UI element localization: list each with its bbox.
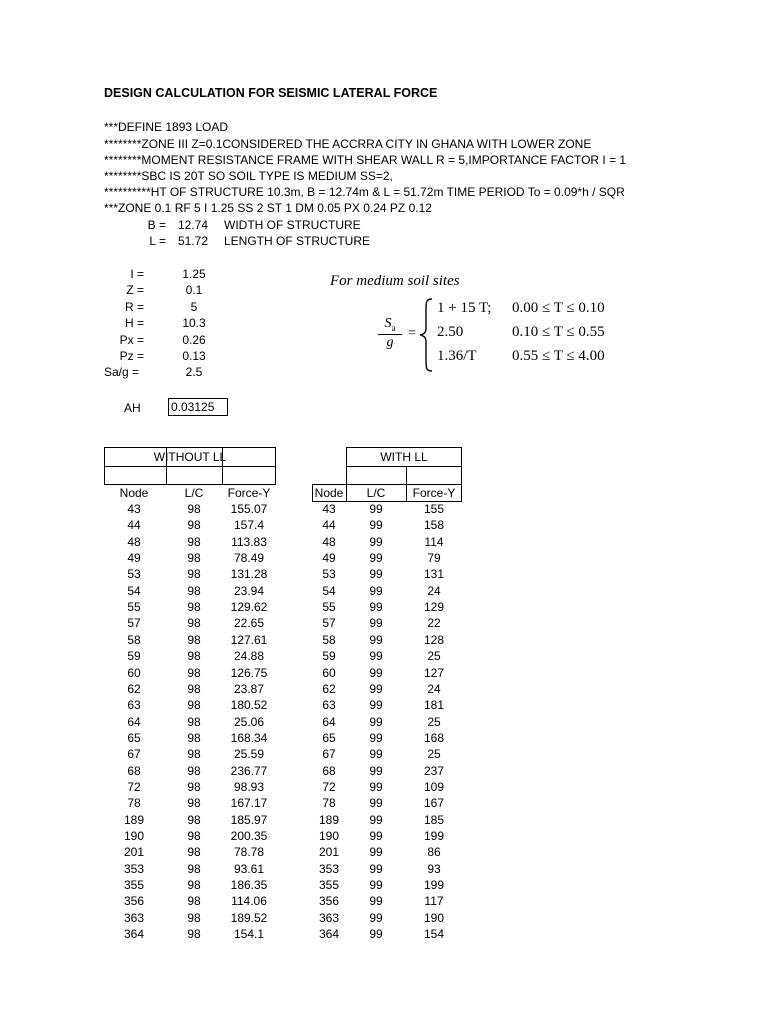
table-cell: 98 [187,796,201,811]
table-cell: 98 [187,861,201,876]
table-cell: 57 [322,616,336,631]
table-cell: 98 [187,616,201,631]
table-cell: 99 [369,927,383,942]
table-cell: 200.35 [230,829,268,843]
table-cell: 62 [127,681,141,696]
table-cell: 98 [187,567,201,582]
table-cell: 98 [187,583,201,598]
brace-icon [418,298,436,372]
param-value: 0.1 [185,283,203,298]
table-cell: 49 [322,551,336,566]
page-title: DESIGN CALCULATION FOR SEISMIC LATERAL FORCE [104,86,438,100]
table-cell: 158 [423,518,445,533]
table-cell: 98 [187,649,201,664]
table-cell: 54 [322,583,336,598]
table-cell: 93.61 [233,861,265,876]
formula-lhs-sub: a [391,322,396,333]
table-cell: 99 [369,861,383,876]
table-cell: 109 [423,779,445,794]
table-cell: 44 [127,518,141,533]
formula-case-condition: 0.10 ≤ T ≤ 0.55 [512,324,605,340]
table-cell: 60 [127,665,141,680]
table-cell: 189 [123,812,145,827]
table-cell: 155 [423,502,445,516]
param-value: 0.13 [182,349,206,363]
column-header: Force-Y [227,486,271,500]
param-value: 5 [190,299,198,314]
table-cell: 99 [369,894,383,909]
table-cell: 99 [369,779,383,794]
table-cell: 99 [369,502,383,516]
table-cell: 98 [187,927,201,942]
table-cell: 99 [369,796,383,811]
table-cell: 154.1 [233,927,265,942]
param-label: I = [130,267,144,281]
table-cell: 99 [369,518,383,533]
table-cell: 117 [424,894,444,909]
param-value: 0.26 [182,332,206,347]
table-cell: 68 [127,763,141,778]
table-cell: 127.61 [230,632,268,647]
note-line: ********MOMENT RESISTANCE FRAME WITH SHEAR WALL R = 5,IMPORTANCE FACTOR I = 1 [104,153,627,167]
table-cell: 98 [187,845,201,860]
table-cell: 190 [423,910,445,925]
table-cell: 24.88 [233,649,265,664]
param-label: R = [124,299,144,314]
param-value: 2.5 [185,365,203,380]
table-cell: 93 [427,861,441,876]
table-cell: 199 [423,829,445,843]
table-cell: 25 [427,649,441,664]
table-cell: 99 [369,845,383,860]
table-cell: 98 [187,551,201,566]
table-cell: 126.75 [230,665,268,680]
table-cell: 131.28 [230,567,268,582]
param-label: Sa/g = [104,365,140,380]
table-cell: 189 [318,812,340,827]
table-cell: 72 [322,779,336,794]
table-cell: 364 [123,927,145,942]
table-cell: 99 [369,665,383,680]
table-cell: 86 [427,845,441,860]
table-cell: 201 [318,845,340,860]
param-value: 10.3 [182,316,206,331]
table-cell: 99 [369,763,383,778]
ah-label: AH [124,401,141,415]
without-ll-title: WITHOUT LL [153,450,227,464]
table-cell: 98 [187,730,201,745]
table-cell: 180.52 [230,698,268,713]
formula-lhs-den: g [386,334,394,350]
table-cell: 25.59 [233,747,265,762]
table-cell: 98 [187,714,201,729]
table-cell: 67 [127,747,141,762]
table-cell: 353 [318,861,340,876]
table-cell: 25 [427,714,441,729]
table-cell: 55 [127,600,141,615]
table-cell: 190 [318,829,340,843]
dimension-value: 12.74 [178,218,209,232]
table-cell: 99 [369,649,383,664]
table-cell: 63 [322,698,336,713]
table-cell: 72 [127,779,141,794]
column-header: L/C [366,486,386,500]
table-cell: 355 [318,878,340,893]
table-cell: 99 [369,567,383,582]
table-cell: 154 [423,927,445,942]
table-cell: 59 [127,649,141,664]
table-cell: 237 [423,763,445,778]
table-cell: 99 [369,747,383,762]
table-cell: 24 [427,681,441,696]
dimension-description: WIDTH OF STRUCTURE [224,218,361,232]
table-cell: 99 [369,698,383,713]
table-cell: 364 [318,927,340,942]
table-cell: 167.17 [230,796,268,811]
table-cell: 53 [322,567,336,582]
table-cell: 43 [127,502,141,516]
formula-case-expr: 1.36/T [437,348,477,364]
table-cell: 58 [127,632,141,647]
table-cell: 363 [123,910,145,925]
table-cell: 98 [187,534,201,549]
table-cell: 98 [187,632,201,647]
table-cell: 98 [187,747,201,762]
table-cell: 59 [322,649,336,664]
table-cell: 114 [424,534,444,549]
dimension-description: LENGTH OF STRUCTURE [224,234,371,248]
table-cell: 49 [127,551,141,566]
table-cell: 62 [322,681,336,696]
table-cell: 189.52 [230,910,268,925]
table-cell: 355 [123,878,145,893]
formula-case-condition: 0.55 ≤ T ≤ 4.00 [512,348,605,364]
table-cell: 99 [369,551,383,566]
column-header: Node [119,486,149,500]
table-cell: 68 [322,763,336,778]
table-cell: 98 [187,502,201,516]
table-cell: 186.35 [230,878,268,893]
table-cell: 356 [318,894,340,909]
table-cell: 98 [187,910,201,925]
table-cell: 99 [369,616,383,631]
formula-lhs-num: S [384,316,392,331]
table-cell: 99 [369,583,383,598]
table-cell: 98 [187,600,201,615]
table-cell: 60 [322,665,336,680]
param-label: Z = [126,283,144,298]
table-cell: 168.34 [230,730,268,745]
table-cell: 58 [322,632,336,647]
table-cell: 363 [318,910,340,925]
table-cell: 129.62 [230,600,268,615]
with-ll-title: WITH LL [380,450,428,464]
param-label: Pz = [119,349,144,363]
table-cell: 78.49 [233,551,265,566]
table-cell: 99 [369,910,383,925]
table-cell: 67 [322,747,336,762]
table-cell: 199 [423,878,445,893]
note-line: ***ZONE 0.1 RF 5 I 1.25 SS 2 ST 1 DM 0.05 PX 0.24 PZ 0.12 [104,201,432,215]
table-cell: 99 [369,730,383,745]
note-line: ********SBC IS 20T SO SOIL TYPE IS MEDIUM SS=2, [104,169,393,183]
table-cell: 99 [369,829,383,843]
table-cell: 168 [423,730,445,745]
table-cell: 99 [369,714,383,729]
table-cell: 129 [423,600,445,615]
table-cell: 98 [187,779,201,794]
table-cell: 157.4 [233,518,265,533]
table-cell: 25.06 [233,714,265,729]
note-line: **********HT OF STRUCTURE 10.3m, B = 12.74m & L = 51.72m TIME PERIOD To = 0.09*h / SQR [104,185,625,199]
table-cell: 54 [127,583,141,598]
dimension-value: 51.72 [178,234,209,248]
table-cell: 79 [427,551,441,566]
note-line: ********ZONE III Z=0.1CONSIDERED THE ACCRRA CITY IN GHANA WITH LOWER ZONE [104,137,592,151]
table-cell: 167 [423,796,445,811]
table-cell: 113.83 [231,534,267,549]
table-cell: 155.07 [230,502,268,516]
table-cell: 98 [187,878,201,893]
param-label: H = [124,316,144,331]
table-cell: 185 [423,812,445,827]
table-cell: 64 [322,714,336,729]
table-cell: 57 [127,616,141,631]
table-cell: 24 [427,583,441,598]
table-cell: 48 [322,534,336,549]
table-cell: 98 [187,698,201,713]
formula-equals: = [408,326,416,341]
column-header: L/C [184,486,204,500]
table-cell: 181 [423,698,445,713]
table-cell: 98 [187,829,201,843]
table-cell: 22 [427,616,441,631]
table-cell: 128 [423,632,445,647]
dimension-label: B = [147,218,166,232]
table-cell: 98 [187,812,201,827]
table-cell: 44 [322,518,336,533]
table-cell: 98 [187,518,201,533]
table-cell: 65 [127,730,141,745]
table-cell: 78 [127,796,141,811]
table-cell: 22.65 [233,616,265,631]
table-cell: 353 [123,861,145,876]
table-cell: 114.06 [231,894,267,909]
table-cell: 78.78 [233,845,265,860]
table-cell: 99 [369,632,383,647]
table-cell: 99 [369,600,383,615]
table-cell: 23.94 [233,583,265,598]
table-cell: 185.97 [230,812,268,827]
formula-case-expr: 2.50 [437,324,464,340]
table-cell: 99 [369,812,383,827]
formula-case-condition: 0.00 ≤ T ≤ 0.10 [512,300,605,316]
table-cell: 78 [322,796,336,811]
table-cell: 23.87 [233,681,265,696]
table-cell: 48 [127,534,141,549]
table-cell: 65 [322,730,336,745]
formula-lhs [378,316,402,351]
column-header: Node [314,486,344,500]
table-cell: 43 [322,502,336,516]
dimension-label: L = [149,234,166,248]
table-cell: 99 [369,681,383,696]
table-cell: 190 [123,829,145,843]
formula-title: For medium soil sites [330,273,460,289]
table-cell: 55 [322,600,336,615]
table-cell: 98 [187,681,201,696]
table-cell: 356 [123,894,145,909]
table-cell: 25 [427,747,441,762]
table-cell: 98.93 [233,779,265,794]
note-line: ***DEFINE 1893 LOAD [104,120,229,134]
table-cell: 201 [123,845,145,860]
table-cell: 98 [187,894,201,909]
table-cell: 98 [187,665,201,680]
table-cell: 131 [423,567,445,582]
table-cell: 127 [423,665,445,680]
param-value: 1.25 [182,267,206,281]
table-cell: 98 [187,763,201,778]
table-cell: 64 [127,714,141,729]
param-label: Px = [119,332,144,347]
ah-value-cell: 0.03125 [168,398,228,416]
table-cell: 236.77 [230,763,268,778]
table-cell: 99 [369,534,383,549]
formula-case-expr: 1 + 15 T; [437,300,492,316]
table-cell: 53 [127,567,141,582]
table-cell: 63 [127,698,141,713]
column-header: Force-Y [412,486,456,500]
table-cell: 99 [369,878,383,893]
